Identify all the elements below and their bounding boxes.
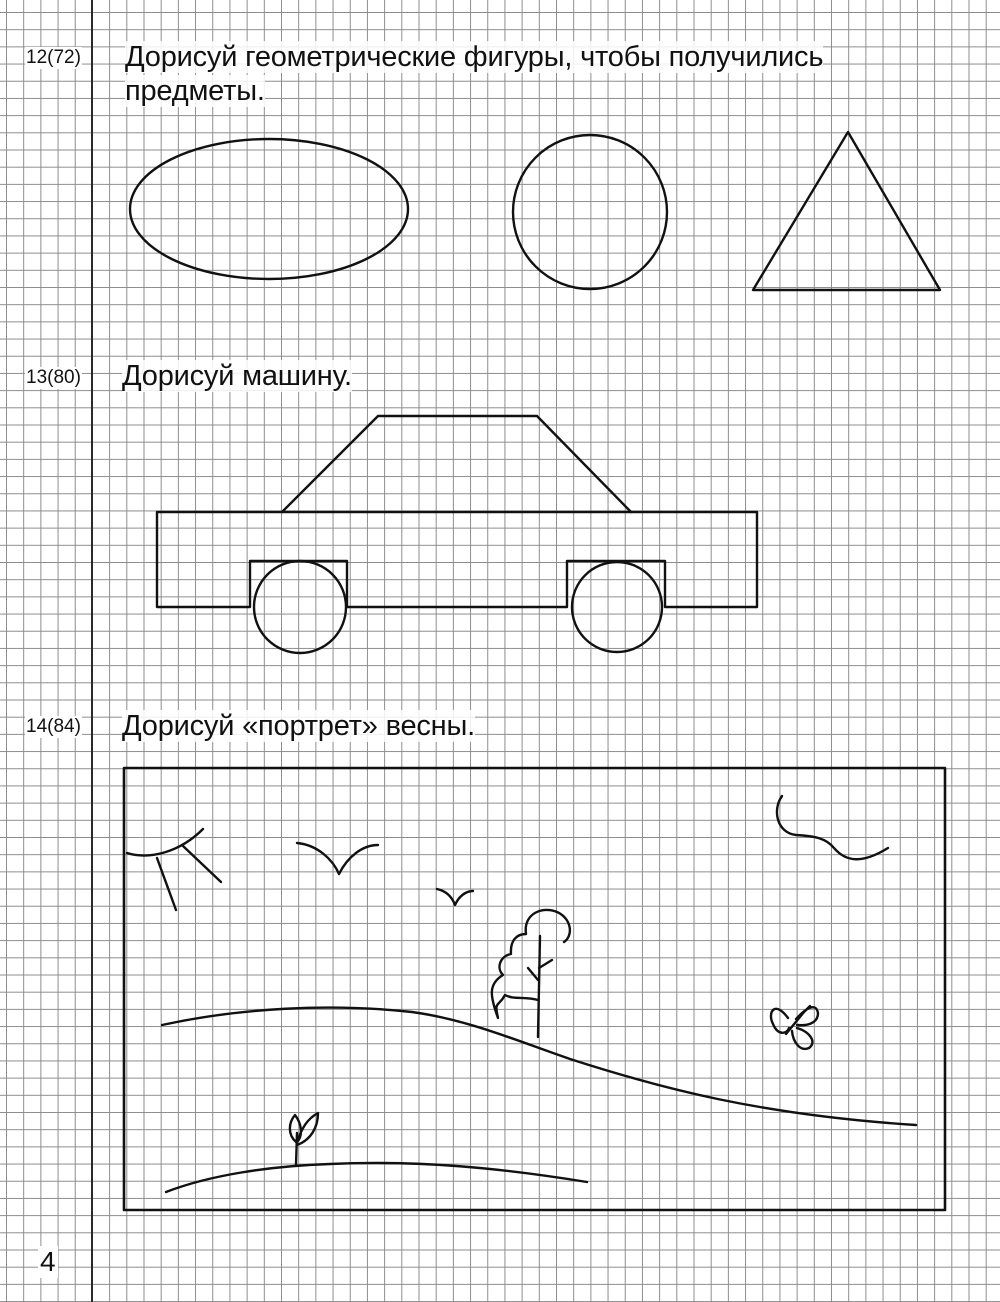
bird-small [437,889,473,905]
sprout [290,1113,318,1165]
task-12-text-line2: предметы. [125,75,265,107]
car-rear-wheel [572,562,662,652]
tree-trunk [538,936,540,1037]
ellipse-shape [130,139,408,279]
butterfly [771,1006,818,1049]
cloud [777,796,888,859]
car-roof [282,416,631,512]
tree-crown [492,910,570,1018]
spring-picture-sketch [127,796,916,1192]
task-12-number: 12(72) [26,47,81,68]
circle-shape [513,135,667,289]
tree-branch-right [539,960,552,968]
triangle-shape [753,132,940,290]
car-body [157,512,757,607]
task-14-text: Дорисуй «портрет» весны. [122,710,475,742]
sun-ray-1 [157,858,176,910]
task-13-text: Дорисуй машину. [122,360,352,392]
sun-arc [127,829,203,855]
car-front-wheel [254,561,346,653]
spring-picture-frame [124,768,945,1210]
task-14-number: 14(84) [26,716,81,737]
bird-large [297,843,378,874]
tree-branch-left [528,968,538,980]
hill-front [166,1163,587,1192]
car-outline [157,416,757,653]
task-12-text-line1: Дорисуй геометрические фигуры, чтобы получились [125,41,824,73]
sun-ray-2 [183,846,221,882]
task-13-number: 13(80) [26,367,81,388]
page-number: 4 [40,1246,56,1277]
